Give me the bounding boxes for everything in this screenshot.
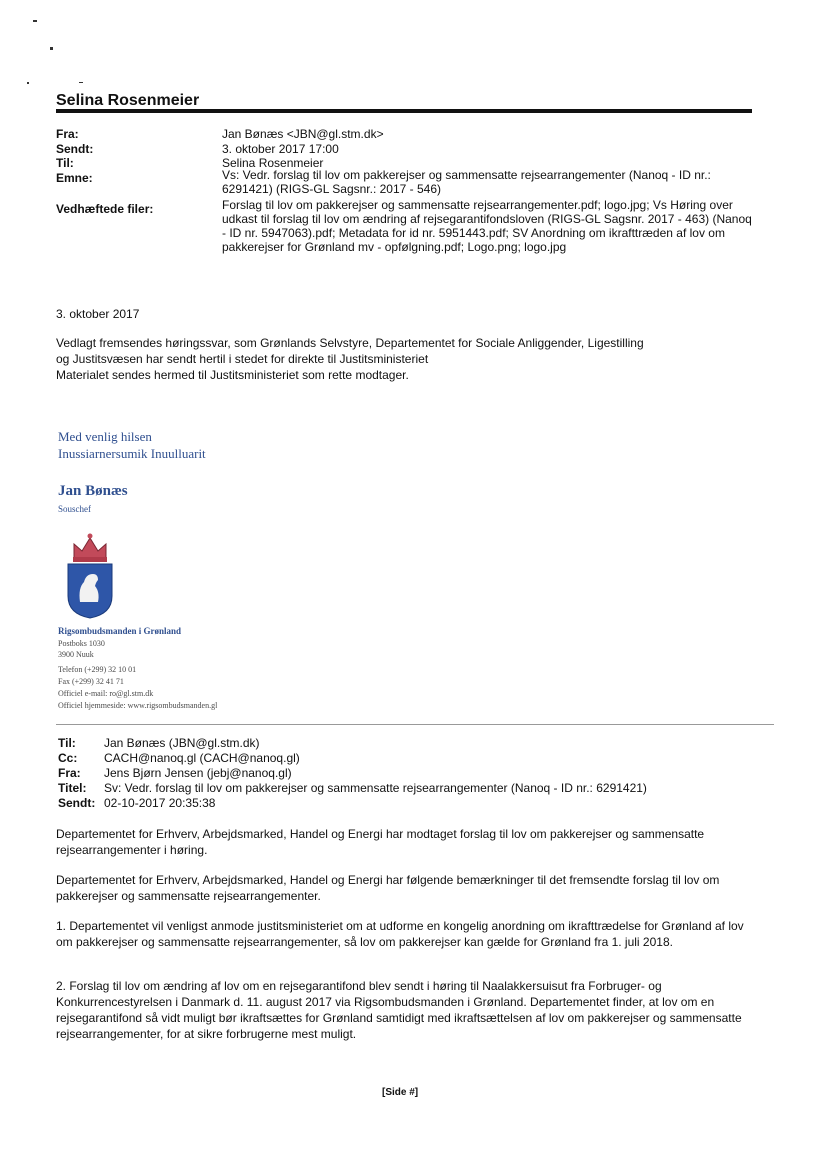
- body-line-1: Vedlagt fremsendes høringssvar, som Grønlands Selvstyre, Departementet for Sociale Anliggender, Ligestilling: [56, 336, 644, 350]
- body-line-3: Materialet sendes hermed til Justitsministeriet som rette modtager.: [56, 368, 409, 382]
- fw-from-value: Jens Bjørn Jensen (jebj@nanoq.gl): [104, 766, 292, 780]
- official-email: Officiel e-mail: ro@gl.stm.dk: [58, 689, 154, 698]
- subject-value: Vs: Vedr. forslag til lov om pakkerejser og sammensatte rejsearrangementer (Nanoq - ID nr.: 6291421) (RIGS-GL Sagsnr.: 2017 - 546): [222, 168, 711, 196]
- fw-sent-value: 02-10-2017 20:35:38: [104, 796, 216, 810]
- scan-speck: [50, 47, 53, 50]
- sent-label: Sendt:: [56, 142, 94, 156]
- attachments-label: Vedhæftede filer:: [56, 202, 154, 216]
- sender-name: Jan Bønæs: [58, 483, 128, 499]
- subject-label: Emne:: [56, 171, 93, 185]
- sender-role: Souschef: [58, 504, 91, 514]
- fw-paragraph-1: Departementet for Erhverv, Arbejdsmarked, Handel og Energi har modtaget forslag til lov om pakkerejser og sammensatte rejsearrangementer i høring.: [56, 827, 705, 857]
- greeting: Med venlig hilsen: [58, 429, 152, 444]
- scan-speck: [33, 20, 37, 22]
- fw-cc-value: CACH@nanoq.gl (CACH@nanoq.gl): [104, 751, 300, 765]
- fw-title-value: Sv: Vedr. forslag til lov om pakkerejser og sammensatte rejsearrangementer (Nanoq - ID nr.: 6291421): [104, 781, 647, 795]
- fw-to-label: Til:: [58, 736, 76, 750]
- separator: [56, 724, 774, 725]
- fw-cc-label: Cc:: [58, 751, 78, 765]
- to-value: Selina Rosenmeier: [222, 156, 324, 170]
- fw-sent-label: Sendt:: [58, 796, 96, 810]
- page-title: Selina Rosenmeier: [56, 92, 200, 109]
- phone: Telefon (+299) 32 10 01: [58, 665, 137, 674]
- coat-of-arms-logo: [60, 530, 120, 620]
- city: 3900 Nuuk: [58, 650, 94, 659]
- email-date: 3. oktober 2017: [56, 307, 140, 321]
- from-label: Fra:: [56, 127, 79, 141]
- crown-icon: [73, 534, 107, 563]
- attachments-value: Forslag til lov om pakkerejser og sammensatte rejsearrangementer.pdf; logo.jpg; Vs Høring over udkast til forslag til lov om ændring af rejsegarantifondsloven (RIGS-GL Sagsnr. 2017 - 463) (Nanoq - ID nr. 5947063).pdf; Metadata for id nr. 5951443.pdf; SV Anordning om ikrafttræden af lov om pakkerejser for Grønland mv - opfølgning.pdf; Logo.png; logo.jpg: [222, 198, 752, 254]
- fax: Fax (+299) 32 41 71: [58, 677, 124, 686]
- postbox: Postboks 1030: [58, 639, 105, 648]
- sent-value: 3. oktober 2017 17:00: [222, 142, 339, 156]
- title-rule: [56, 109, 752, 113]
- fw-paragraph-2: Departementet for Erhverv, Arbejdsmarked, Handel og Energi har følgende bemærkninger til det fremsendte forslag til lov om pakkerejser og sammensatte rejsearrangementer.: [56, 873, 720, 903]
- scan-speck: [79, 82, 83, 83]
- official-website: Officiel hjemmeside: www.rigsombudsmanden.gl: [58, 701, 218, 710]
- fw-title-label: Titel:: [58, 781, 87, 795]
- fw-from-label: Fra:: [58, 766, 81, 780]
- body-line-2: og Justitsvæsen har sendt hertil i stedet for direkte til Justitsministeriet: [56, 352, 429, 366]
- to-label: Til:: [56, 156, 74, 170]
- fw-paragraph-4: 2. Forslag til lov om ændring af lov om en rejsegarantifond blev sendt i høring til Naalakkersuisut fra Forbruger- og Konkurrencestyrelsen i Danmark d. 11. august 2017 via Rigsombudsmanden i Grønland. Departementet finder, at lov om en rejsegarantifond så vidt muligt bør ikraftsættes for Grønland samtidigt med ikraftsættelsen af lov om pakkerejser og sammensatte rejsearrangementer, for at sikre forbrugerne mest muligt.: [56, 979, 742, 1041]
- fw-to-value: Jan Bønæs (JBN@gl.stm.dk): [104, 736, 260, 750]
- org-name: Rigsombudsmanden i Grønland: [58, 626, 182, 636]
- fw-paragraph-3: 1. Departementet vil venligst anmode justitsministeriet om at udforme en kongelig anordning om ikrafttrædelse for Grønland af lov om pakkerejser og sammensatte rejsearrangementer, så lov om pakkerejser kan gælde for Grønland fra 1. juli 2018.: [56, 919, 744, 949]
- page-footer: [Side #]: [382, 1087, 419, 1098]
- from-value: Jan Bønæs <JBN@gl.stm.dk>: [222, 127, 384, 141]
- scan-speck: [27, 82, 29, 84]
- greeting-kl: Inussiarnersumik Inuulluarit: [58, 446, 206, 461]
